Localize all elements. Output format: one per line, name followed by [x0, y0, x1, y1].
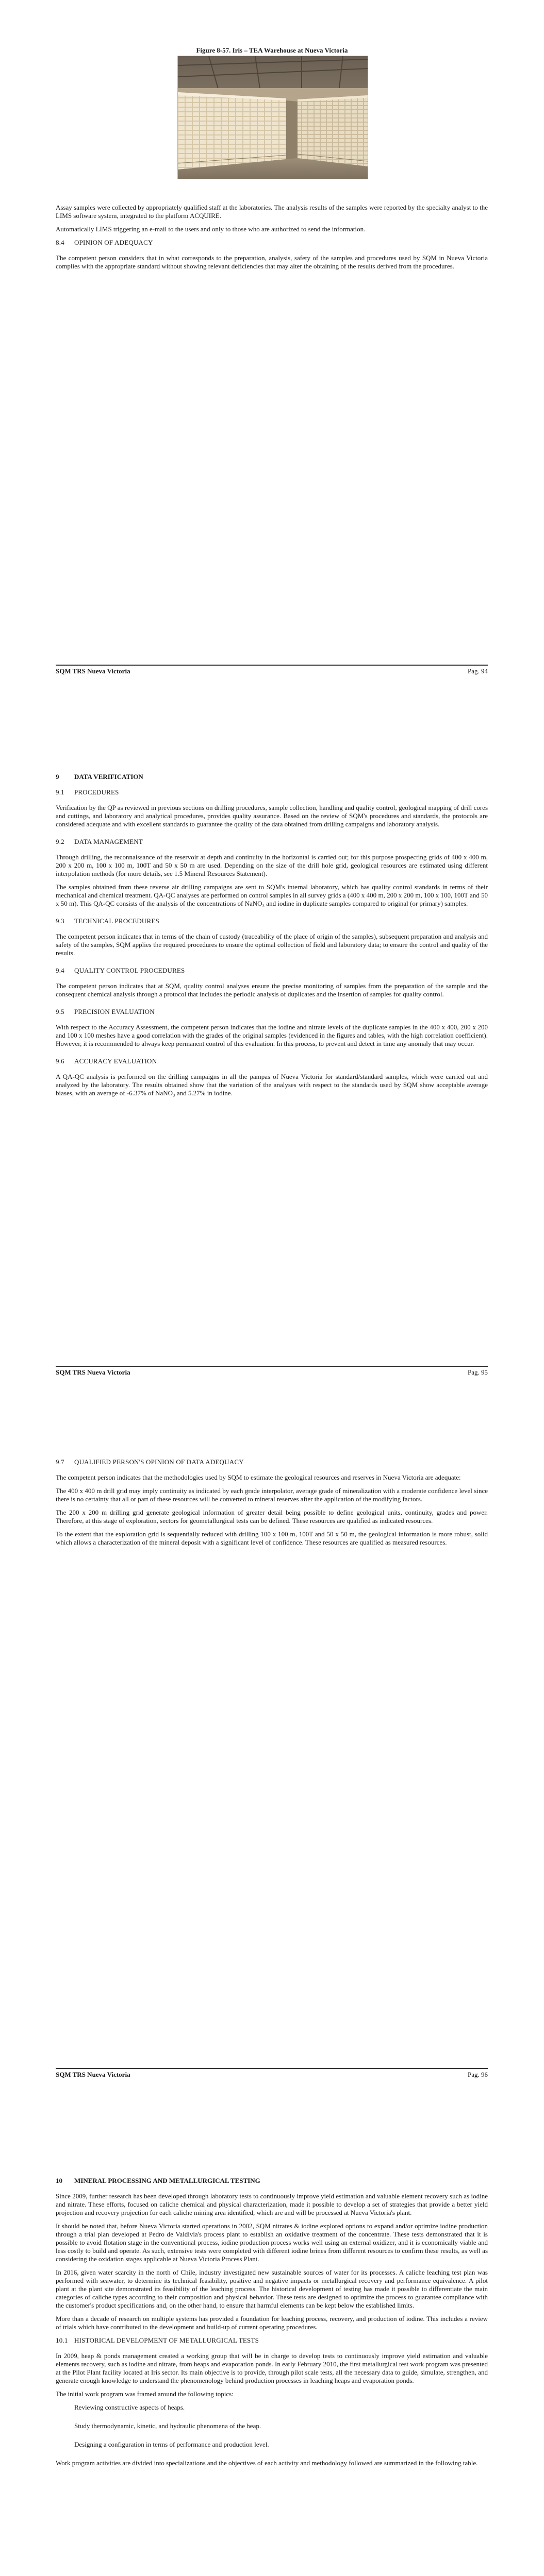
paragraph: The 200 x 200 m drilling grid generate geological information of greater detail being possible to define geological units, continuity, grades and power. Therefore, at this stage of exploration, sectors for geometallurgical tests can be defined. These resources are qualified as indicated resources.	[56, 1509, 488, 1524]
section-heading-9-3	[56, 917, 488, 925]
topic-list	[56, 2403, 488, 2449]
page-number: Pag. 95	[468, 1368, 488, 1376]
paragraph: In 2016, given water scarcity in the north of Chile, industry investigated new sustainable sources of water for its processes. A caliche leaching test plan was performed with seawater, to determine its technical feasibility, positive and negative impacts or metallurgical recovery and performance equivalence. A pilot plant at the plant site demonstrated its feasibility of the leaching process. The historical development of testing has made it possible to differentiate the main categories of caliche types according to their composition and physical behavior. These tests are designed to optimize the process to guarantee compliance with the customer's product specifications and, on the other hand, to ensure that harmful elements can be kept below the established limits.	[56, 2268, 488, 2309]
page-96	[0, 1406, 544, 2110]
paragraph: A QA-QC analysis is performed on the drilling campaigns in all the pampas of Nueva Victoria for standard/standard samples, which were carried out and analyzed by the laboratory. The results obtained show that the variation of the analyses with respect to the standards used by SQM show acceptable average biases, with an average of -6.37% of NaNO₃ and 5.27% in iodine.	[56, 1073, 488, 1097]
section-number: 8.4	[56, 239, 64, 246]
section-number: 9.1	[56, 788, 64, 796]
paragraph: Work program activities are divided into specializations and the objectives of each activity and methodology followed are summarized in the following table.	[56, 2459, 478, 2467]
list-item: Reviewing constructive aspects of heaps.	[74, 2403, 185, 2411]
section-title: DATA MANAGEMENT	[74, 838, 143, 845]
paragraph: The competent person indicates that in terms of the chain of custody (traceability of the place of origin of the samples), subsequent preparation and analysis and safety of the samples, SQM applies the required procedures to ensure the optimal collection of field and laboratory data; to ensure the control and quality of the results.	[56, 933, 488, 957]
page-97	[0, 2110, 544, 2576]
paragraph: It should be noted that, before Nueva Victoria started operations in 2002, SQM nitrates & iodine explored options to expand and/or optimize iodine production through a trial plan developed at Pedro de Valdivia's process plant to establish an oxidative treatment of the concentrate. These tests demonstrated that it is possible to avoid flotation stage in the conventional process, iodine production process works well using an external oxidizer, and it is economically viable and less costly to build and operate. As such, extensive tests were completed with different iodine brines from different resources to confirm these results, as well as considering the oxidation stages applicable at Nueva Victoria Process Plant.	[56, 2222, 488, 2263]
warehouse-photo	[177, 56, 368, 179]
footer-title: SQM TRS Nueva Victoria	[56, 1368, 130, 1376]
section-number: 9.4	[56, 967, 64, 974]
page-number: Pag. 96	[468, 2071, 488, 2078]
chapter-title: DATA VERIFICATION	[74, 773, 143, 781]
page-95	[0, 703, 544, 1406]
page-footer	[56, 665, 488, 675]
section-heading-9-1	[56, 788, 488, 796]
section-title: OPINION OF ADEQUACY	[74, 239, 153, 246]
section-heading-9-5	[56, 1008, 488, 1016]
paragraph: The competent person indicates that the methodologies used by SQM to estimate the geological resources and reserves in Nueva Victoria are adequate:	[56, 1473, 461, 1481]
page-footer	[56, 2068, 488, 2079]
section-number: 9.5	[56, 1008, 64, 1015]
paragraph: In 2009, heap & ponds management created a working group that will be in charge to develop tests to continuously improve yield estimation and valuable elements recovery, such as iodine and nitrate, from heaps and evaporation ponds. In early February 2010, the first metallurgical test work program was presented at the Pilot Plant facility located at Iris sector. Its main objective is to provide, through pilot scale tests, all the necessary data to guide, simulate, strengthen, and generate enough knowledge to understand the phenomenology behind production processes in leaching heaps and evaporation ponds.	[56, 2352, 488, 2384]
paragraph: More than a decade of research on multiple systems has provided a foundation for leaching process, recovery, and production of iodine. This includes a review of trials which have contributed to the development and build-up of current operating procedures.	[56, 2315, 488, 2331]
paragraph: Verification by the QP as reviewed in previous sections on drilling procedures, sample collection, handling and quality control, geological mapping of drill cores and cuttings, and laboratory and analytical procedures, provides quality assurance. Based on the review of SQM's procedures and standards, the protocols are considered adequate and with excellent standards to guarantee the quality of the data obtained from drilling campaigns and laboratory analysis.	[56, 804, 488, 828]
section-heading-8-4	[56, 239, 488, 247]
section-title: HISTORICAL DEVELOPMENT OF METALLURGICAL TESTS	[74, 2336, 259, 2344]
section-number: 9.2	[56, 838, 64, 845]
section-number: 10.1	[56, 2336, 68, 2344]
page-94-body	[56, 204, 488, 276]
section-title: PRECISION EVALUATION	[74, 1008, 155, 1015]
page-number: Pag. 94	[468, 667, 488, 675]
section-title: QUALIFIED PERSON'S OPINION OF DATA ADEQUACY	[74, 1458, 244, 1466]
section-heading-9-6	[56, 1057, 488, 1065]
footer-title: SQM TRS Nueva Victoria	[56, 2071, 130, 2078]
list-item: Study thermodynamic, kinetic, and hydraulic phenomena of the heap.	[74, 2422, 261, 2430]
chapter-number: 10	[56, 2177, 62, 2184]
section-number: 9.6	[56, 1057, 64, 1065]
page-97-body	[56, 2177, 488, 2472]
section-heading-9-7	[56, 1458, 488, 1466]
section-number: 9.3	[56, 917, 64, 925]
footer-rule	[56, 2068, 488, 2069]
section-number: 9.7	[56, 1458, 64, 1466]
footer-rule	[56, 665, 488, 666]
paragraph: The competent person considers that in what corresponds to the preparation, analysis, safety of the samples and procedures used by SQM in Nueva Victoria complies with the appropriate standard without showing relevant deficiencies that may alter the obtaining of the results derived from the procedures.	[56, 254, 488, 270]
figure-caption: Figure 8-57. Iris – TEA Warehouse at Nueva Victoria	[196, 46, 348, 54]
paragraph: Through drilling, the reconnaissance of the reservoir at depth and continuity in the horizontal is carried out; for this purpose prospecting grids of 400 x 400 m, 200 x 200 m, 100 x 100 m, 100T and 50 x 50 m are used. Depending on the size of the drill hole grid, geological resources are estimated using different interpolation methods (for more details, see 1.5 Mineral Resources Statement).	[56, 853, 488, 877]
section-heading-10-1	[56, 2336, 488, 2345]
paragraph: Assay samples were collected by appropriately qualified staff at the laboratories. The analysis results of the samples were reported by the specialty analyst to the LIMS software system, integrated to the platform ACQUIRE.	[56, 204, 488, 219]
paragraph: The initial work program was framed around the following topics:	[56, 2390, 234, 2398]
paragraph: To the extent that the exploration grid is sequentially reduced with drilling 100 x 100 m, 100T and 50 x 50 m, the geological information is more robust, solid which allows a characterization of the mineral deposit with a significant level of confidence. These resources are qualified as measured resources.	[56, 1530, 488, 1546]
section-title: ACCURACY EVALUATION	[74, 1057, 157, 1065]
paragraph: Automatically LIMS triggering an e-mail to the users and only to those who are authorized to send the information.	[56, 225, 366, 233]
page-95-body	[56, 773, 488, 1103]
list-item: Designing a configuration in terms of performance and production level.	[74, 2441, 269, 2448]
chapter-heading-9	[56, 773, 488, 781]
paragraph: Since 2009, further research has been developed through laboratory tests to continuously improve yield estimation and valuable element recovery such as iodine and nitrate. These efforts, focused on caliche chemical and physical characterization, made it possible to develop a set of strategies that provide a better yield projection and recovery projection for each caliche mining area identified, which are and will be processed at Nueva Victoria's plant.	[56, 2192, 488, 2216]
chapter-title: MINERAL PROCESSING AND METALLURGICAL TESTING	[74, 2177, 260, 2184]
section-title: QUALITY CONTROL PROCEDURES	[74, 967, 185, 974]
section-title: TECHNICAL PROCEDURES	[74, 917, 159, 925]
paragraph: With respect to the Accuracy Assessment, the competent person indicates that the iodine and nitrate levels of the duplicate samples in the 400 x 400, 200 x 200 and 100 x 100 meshes have a good correlation with the grades of the original samples (evidenced in the figures and tables, with the high correlation coefficient). However, it is recommended to always keep permanent control of this evaluation. In this process, to prevent and detect in time any anomaly that may occur.	[56, 1023, 488, 1047]
section-heading-9-4	[56, 967, 488, 975]
page-footer	[56, 1366, 488, 1377]
section-title: PROCEDURES	[74, 788, 119, 796]
chapter-heading-10	[56, 2177, 488, 2185]
footer-rule	[56, 1366, 488, 1367]
warehouse-image	[178, 56, 368, 179]
paragraph: The competent person indicates that at SQM, quality control analyses ensure the precise monitoring of samples from the preparation of the sample and the consequent chemical analysis through a protocol that includes the periodic analysis of duplicates and the insertion of samples for quality control.	[56, 982, 488, 998]
paragraph: The samples obtained from these reverse air drilling campaigns are sent to SQM's internal laboratory, which has quality control standards in terms of their mechanical and chemical treatment. QA-QC analyses are performed on control samples in all survey grids a (400 x 400 m, 200 x 200 m, 100 x 100, 100T and 50 x 50 m). This QA-QC consists of the analysis of the concentrations of NaNO₃ and iodine in duplicate samples compared to original (or primary) samples.	[56, 883, 488, 907]
section-heading-9-2	[56, 838, 488, 846]
chapter-number: 9	[56, 773, 59, 781]
page-94	[0, 0, 544, 703]
footer-title: SQM TRS Nueva Victoria	[56, 667, 130, 675]
page-96-body	[56, 1458, 488, 1552]
paragraph: The 400 x 400 m drill grid may imply continuity as indicated by each grade interpolator, average grade of mineralization with a moderate confidence level since there is no certainty that all or part of these resources will be converted to mineral reserves after the application of the modifying factors.	[56, 1487, 488, 1503]
